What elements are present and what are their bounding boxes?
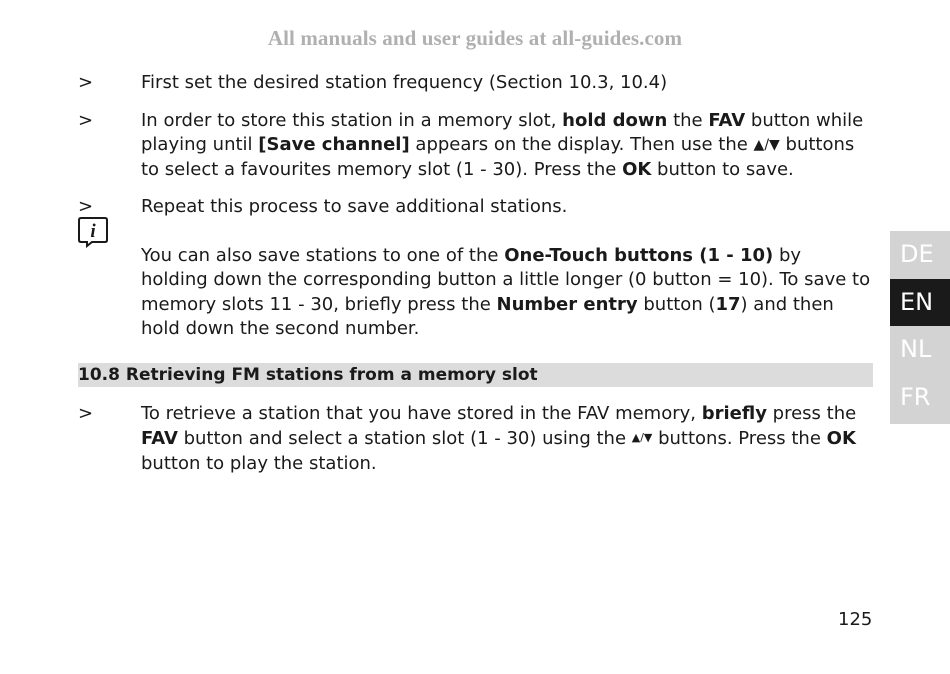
bullet-marker: > bbox=[78, 402, 94, 424]
info-icon-letter: i bbox=[90, 220, 96, 242]
step-text: Repeat this process to save additional stations. bbox=[141, 196, 568, 217]
note-text bbox=[141, 230, 873, 342]
step-text: buttons. Press the bbox=[652, 428, 827, 449]
button-name: OK bbox=[826, 428, 856, 449]
button-name: FAV bbox=[141, 428, 178, 449]
info-icon bbox=[78, 216, 108, 248]
step-text: First set the desired station frequency (Section 10.3, 10.4) bbox=[141, 72, 668, 93]
language-tab-fr[interactable]: FR bbox=[900, 382, 931, 411]
page-number: 125 bbox=[838, 609, 873, 630]
step-text: In order to store this station in a memory slot, bbox=[141, 109, 563, 131]
instruction-step bbox=[78, 109, 873, 183]
up-down-arrow-icon: ▲/▼ bbox=[753, 137, 780, 153]
step-text: button to save. bbox=[651, 158, 794, 180]
step-text: press the bbox=[766, 402, 857, 424]
emphasis: briefly bbox=[701, 402, 767, 424]
note-text-part: button ( bbox=[637, 293, 716, 315]
up-down-arrow-icon: ▲/▼ bbox=[631, 431, 653, 444]
bullet-marker: > bbox=[78, 72, 94, 93]
bullet-marker: > bbox=[78, 196, 94, 217]
step-text: appears on the display. Then use the bbox=[409, 134, 754, 155]
display-message: [Save channel] bbox=[258, 134, 410, 155]
language-tab-nl[interactable]: NL bbox=[900, 335, 932, 363]
emphasis: One-Touch buttons (1 - 10) bbox=[504, 244, 774, 266]
language-tabs bbox=[890, 231, 950, 424]
button-name: 17 bbox=[715, 293, 741, 315]
step-text: buttons to select a favourites memory slot (1 - 30). Press the bbox=[141, 134, 855, 180]
instruction-step bbox=[78, 195, 873, 220]
button-name: OK bbox=[622, 158, 652, 180]
emphasis: hold down bbox=[562, 109, 668, 131]
note-text-part: by holding down the corresponding button a little longer (0 button = 10). To save to memory slots 11 - 30, briefly press the bbox=[141, 244, 871, 315]
language-tab-de[interactable]: DE bbox=[900, 240, 934, 268]
note-text-part: You can also save stations to one of the bbox=[141, 244, 505, 266]
button-name: Number entry bbox=[496, 293, 638, 315]
language-tab-en[interactable]: EN bbox=[890, 279, 950, 327]
step-text: button to play the station. bbox=[141, 452, 377, 474]
instruction-step bbox=[78, 402, 873, 477]
section-heading: 10.8 Retrieving FM stations from a memory slot bbox=[78, 363, 873, 387]
manual-content bbox=[78, 71, 873, 476]
bullet-marker: > bbox=[78, 109, 94, 131]
instruction-step bbox=[78, 71, 873, 96]
watermark: All manuals and user guides at all-guides.com bbox=[267, 26, 683, 50]
button-name: FAV bbox=[708, 109, 746, 131]
step-text: button while playing until bbox=[141, 109, 864, 155]
step-text: the bbox=[667, 109, 709, 131]
step-text: To retrieve a station that you have stored in the FAV memory, bbox=[141, 402, 702, 424]
step-text: button and select a station slot (1 - 30) using the bbox=[177, 428, 632, 449]
info-note bbox=[78, 220, 873, 342]
note-text-part: ) and then hold down the second number. bbox=[141, 293, 834, 339]
